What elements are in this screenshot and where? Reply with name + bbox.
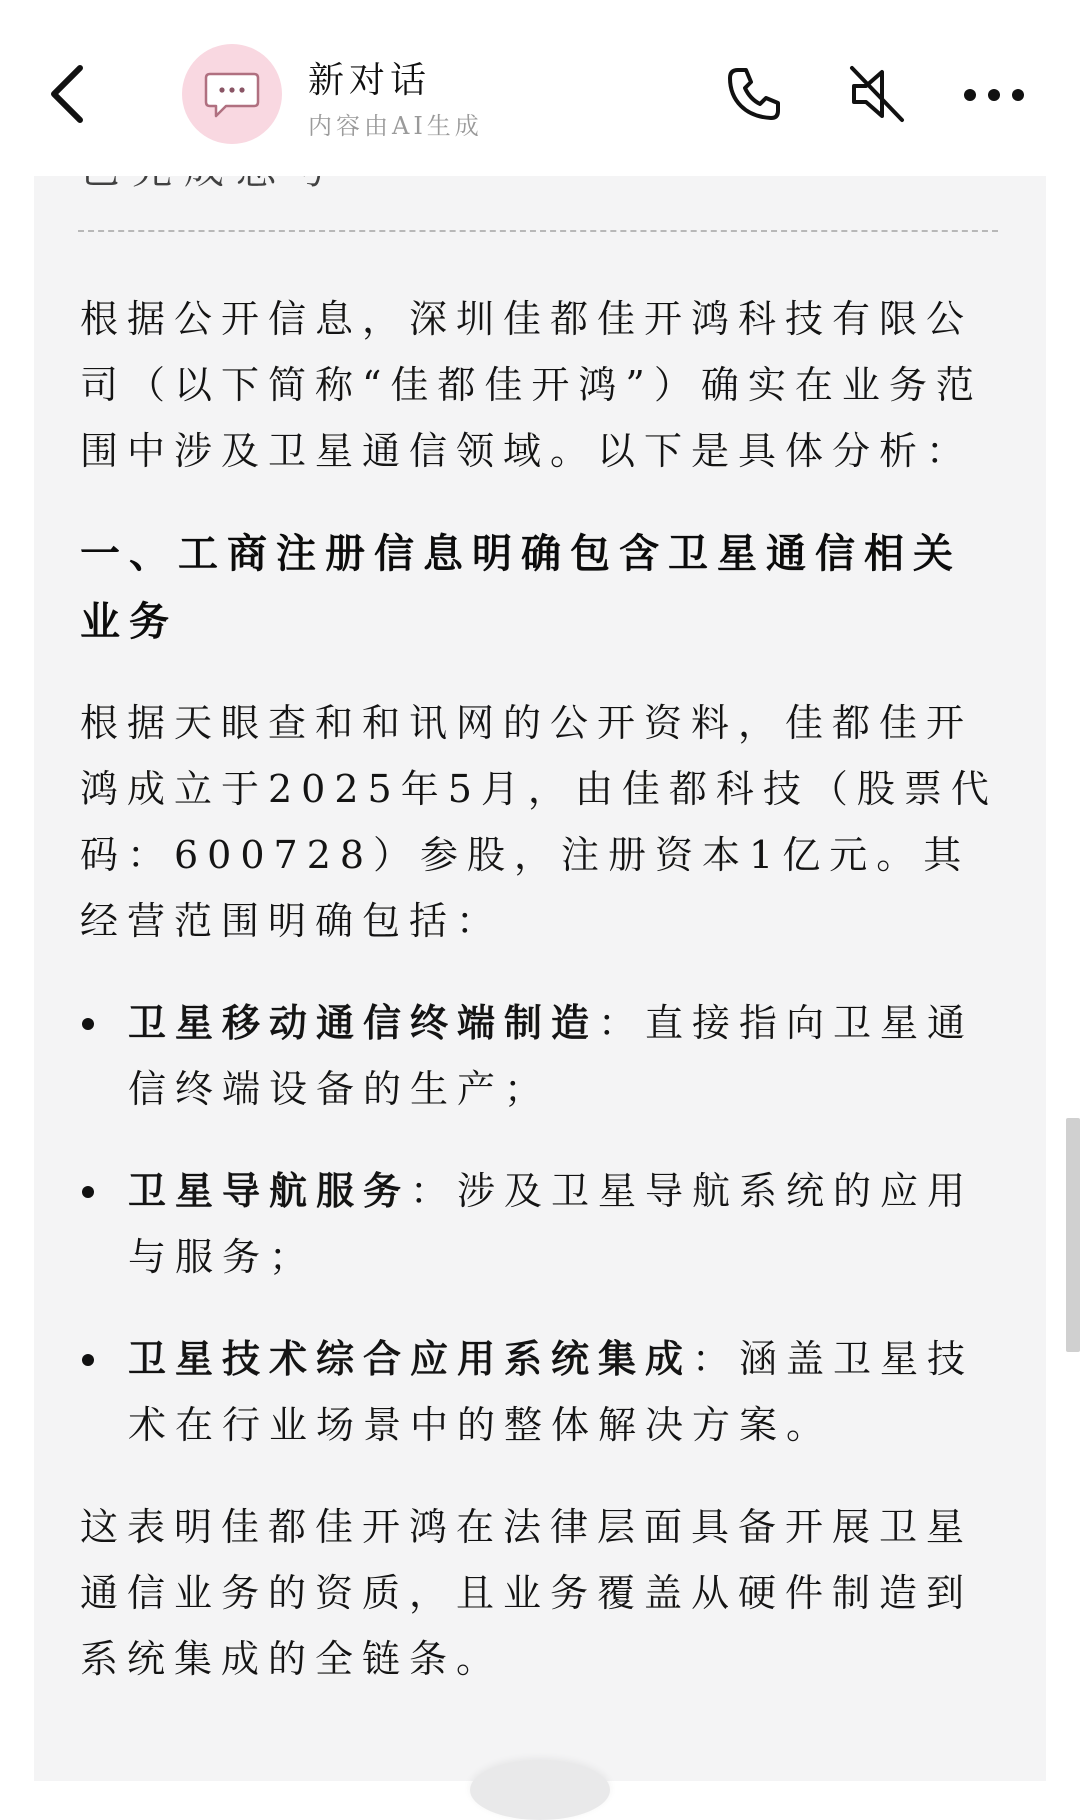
avatar[interactable]	[182, 44, 282, 144]
bullet-term: 卫星导航服务	[128, 1168, 411, 1213]
message-content	[80, 286, 1000, 1692]
closing-paragraph: 这表明佳都佳开鸿在法律层面具备开展卫星通信业务的资质，且业务覆盖从硬件制造到系统集成的全链条。	[80, 1505, 974, 1681]
phone-icon	[722, 62, 786, 126]
page-title: 新对话	[308, 60, 432, 101]
section-heading: 一、工商注册信息明确包含卫星通信相关业务	[80, 530, 962, 645]
bullet-term: 卫星移动通信终端制造	[128, 1000, 599, 1045]
bullet-term: 卫星技术综合应用系统集成	[128, 1336, 693, 1381]
more-button[interactable]	[960, 70, 1030, 120]
scroll-to-bottom-button[interactable]	[470, 1760, 610, 1820]
chevron-left-icon	[40, 58, 100, 130]
back-button[interactable]	[40, 58, 100, 130]
scrollbar[interactable]	[1066, 1118, 1080, 1352]
speaker-muted-icon	[846, 62, 910, 126]
section-paragraph: 根据天眼查和和讯网的公开资料，佳都佳开鸿成立于2025年5月，由佳都科技（股票代码：600728）参股，注册资本1亿元。其经营范围明确包括：	[80, 701, 998, 943]
ai-generated-label: 内容由AI生成	[308, 112, 483, 140]
bullet-desc: ：涵盖卫星技术在行业场景中的整体解决方案。	[128, 1337, 975, 1447]
list-item	[80, 1158, 1000, 1290]
list-item	[80, 1326, 1000, 1458]
chat-bubble-icon	[204, 68, 260, 120]
bullet-desc: ：直接指向卫星通信终端设备的生产；	[128, 1001, 975, 1111]
chat-header	[0, 0, 1080, 176]
intro-paragraph: 根据公开信息，深圳佳都佳开鸿科技有限公司（以下简称“佳都佳开鸿”）确实在业务范围中涉及卫星通信领域。以下是具体分析：	[80, 297, 983, 473]
list-item	[80, 990, 1000, 1122]
bullet-list	[80, 990, 1000, 1458]
assistant-message	[34, 176, 1046, 1781]
bullet-desc: ：涉及卫星导航系统的应用与服务；	[128, 1169, 975, 1279]
mute-button[interactable]	[846, 62, 910, 126]
call-button[interactable]	[722, 62, 786, 126]
divider	[78, 230, 998, 232]
more-horizontal-icon	[960, 70, 1030, 120]
